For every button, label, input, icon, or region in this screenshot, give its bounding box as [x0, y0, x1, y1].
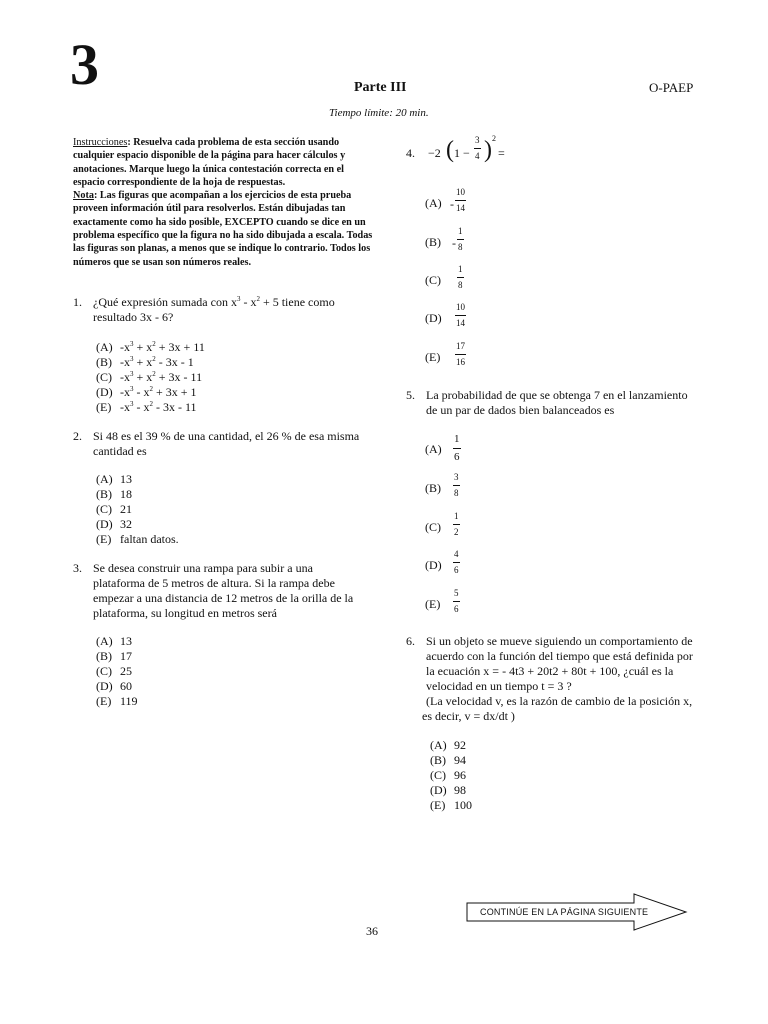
fraction-bar: [455, 200, 466, 201]
option-text: 100: [454, 798, 472, 812]
option-fraction: [453, 511, 460, 538]
answer-option[interactable]: [96, 355, 205, 370]
expression-term: 1 −: [454, 146, 470, 160]
exponent: 2: [152, 370, 156, 378]
answer-option[interactable]: [96, 502, 179, 517]
fraction-numerator: 5: [454, 588, 459, 598]
question-text: Si un objeto se mueve siguiendo un comportamiento de: [426, 634, 693, 648]
instructions-text: : Resuelva cada problema de esta sección usando cualquier espacio disponible de la página para hacer cálculos y anotaciones. Marque luego la única contestación correcta en el espacio correspondiente de la hoja de respuestas.: [73, 137, 346, 188]
right-paren: ): [484, 137, 492, 163]
continue-arrow[interactable]: [466, 893, 688, 931]
option-text: 17: [120, 649, 132, 663]
answer-option[interactable]: [430, 738, 472, 753]
option-label: (B): [425, 235, 441, 249]
part-title: Parte III: [354, 80, 407, 95]
option-label: (A): [425, 442, 442, 456]
answer-option[interactable]: [96, 370, 205, 385]
question-number: 3.: [73, 561, 82, 575]
option-fraction: [453, 433, 461, 464]
answer-option[interactable]: [96, 679, 138, 694]
option-text: + 3x + 11: [155, 340, 205, 354]
option-text: + x: [133, 370, 153, 384]
fraction-bar: [453, 485, 460, 486]
option-fraction: [457, 226, 464, 253]
option-text: + 3x - 11: [155, 370, 203, 384]
question-text: velocidad en un tiempo t = 3 ?: [426, 679, 572, 693]
option-text: -x: [120, 370, 130, 384]
fraction-numerator: 3: [454, 472, 459, 482]
fraction-denominator: 16: [456, 357, 465, 367]
fraction-denominator: 8: [454, 488, 459, 498]
question-text: plataforma de 5 metros de altura. Si la rampa debe: [93, 576, 335, 590]
question-text: cantidad es: [93, 444, 147, 458]
answer-option[interactable]: [96, 472, 179, 487]
exponent: 2: [149, 385, 153, 393]
fraction-numerator: 1: [458, 226, 463, 236]
option-label: (C): [96, 502, 112, 516]
fraction-numerator: 4: [454, 549, 459, 559]
option-label: (C): [430, 768, 446, 782]
option-text: 119: [120, 694, 138, 708]
option-label: (B): [430, 753, 446, 767]
option-text: - x: [133, 400, 150, 414]
fraction-numerator: 10: [456, 187, 465, 197]
option-text: 18: [120, 487, 132, 501]
fraction-denominator: 6: [454, 451, 460, 463]
option-text: 32: [120, 517, 132, 531]
fraction-numerator: 1: [454, 433, 460, 445]
fraction-bar: [457, 239, 464, 240]
option-label: (A): [430, 738, 447, 752]
section-number: 3: [70, 32, 99, 97]
instructions-label: Instrucciones: [73, 137, 128, 148]
option-label: (B): [96, 487, 112, 501]
q6-options: [430, 738, 472, 813]
answer-option[interactable]: [430, 798, 472, 813]
question-5: [406, 388, 726, 420]
option-text: + x: [133, 340, 153, 354]
exponent: 2: [152, 340, 156, 348]
left-paren: (: [446, 137, 454, 163]
option-fraction: [455, 302, 466, 329]
exponent: 3: [130, 400, 134, 408]
option-label: (E): [430, 798, 446, 812]
question-2: [73, 429, 393, 461]
option-text: 96: [454, 768, 466, 782]
fraction-denominator: 6: [454, 565, 459, 575]
fraction-bar: [455, 315, 466, 316]
question-6: [406, 634, 726, 726]
exponent: 2: [256, 295, 260, 303]
expression-fraction: [474, 135, 481, 162]
option-sign: -: [450, 197, 454, 211]
answer-option[interactable]: [430, 783, 472, 798]
fraction-bar: [453, 524, 460, 525]
option-fraction: [453, 472, 460, 499]
option-text: -x: [120, 340, 130, 354]
equals-sign: =: [498, 146, 505, 160]
option-fraction: [453, 588, 460, 615]
option-text: 25: [120, 664, 132, 678]
exponent: 2: [149, 400, 153, 408]
answer-option[interactable]: [96, 649, 138, 664]
option-text: 13: [120, 634, 132, 648]
option-label: (C): [425, 520, 441, 534]
question-text: ¿Qué expresión sumada con x: [93, 295, 237, 309]
option-label: (D): [96, 679, 113, 693]
option-text: - 3x - 1: [155, 355, 194, 369]
option-fraction: [455, 341, 466, 368]
exponent: 2: [152, 355, 156, 363]
option-text: 94: [454, 753, 466, 767]
option-text: + x: [133, 355, 153, 369]
option-label: (C): [96, 370, 112, 384]
answer-option[interactable]: [96, 532, 179, 547]
option-label: (E): [96, 400, 112, 414]
fraction-numerator: 1: [454, 511, 459, 521]
question-text: acuerdo con la función del tiempo que está definida por: [426, 649, 693, 663]
fraction-denominator: 2: [454, 527, 459, 537]
fraction-numerator: 17: [456, 341, 465, 351]
question-4: [406, 134, 526, 170]
question-text: La probabilidad de que se obtenga 7 en el lanzamiento: [426, 388, 688, 402]
answer-option[interactable]: [96, 664, 138, 679]
question-number: 1.: [73, 295, 82, 309]
answer-option[interactable]: [96, 400, 205, 415]
option-text: faltan datos.: [120, 532, 179, 546]
option-label: (D): [425, 558, 442, 572]
option-label: (E): [425, 597, 441, 611]
answer-option[interactable]: [430, 753, 472, 768]
question-text: plataforma, su longitud en metros será: [93, 606, 277, 620]
note-label: Nota: [73, 190, 94, 202]
option-text: - x: [133, 385, 150, 399]
exponent: 3: [130, 340, 134, 348]
fraction-bar: [455, 354, 466, 355]
option-label: (D): [96, 385, 113, 399]
exam-code: O-PAEP: [649, 80, 694, 95]
option-label: (A): [96, 634, 113, 648]
fraction-denominator: 14: [456, 203, 465, 213]
question-text: Se desea construir una rampa para subir a una: [93, 561, 313, 575]
option-text: 21: [120, 502, 132, 516]
answer-option[interactable]: [96, 385, 205, 400]
option-text: 13: [120, 472, 132, 486]
question-text: es decir, v = dx/dt ): [422, 709, 515, 723]
fraction-denominator: 8: [458, 280, 463, 290]
option-text: 60: [120, 679, 132, 693]
exponent: 3: [130, 385, 134, 393]
option-text: 98: [454, 783, 466, 797]
fraction-bar: [453, 448, 461, 449]
exponent: 2: [492, 134, 496, 143]
q1-options: [96, 340, 205, 415]
option-label: (C): [96, 664, 112, 678]
question-1: [73, 295, 383, 327]
question-text: Si 48 es el 39 % de una cantidad, el 26 % de esa misma: [93, 429, 360, 443]
fraction-numerator: 10: [456, 302, 465, 312]
question-text: (La velocidad v, es la razón de cambio de la posición x,: [426, 694, 693, 708]
option-label: (C): [425, 273, 441, 287]
option-label: (D): [430, 783, 447, 797]
option-sign: -: [452, 236, 456, 250]
option-label: (A): [425, 196, 442, 210]
time-limit: Tiempo límite: 20 min.: [329, 107, 429, 119]
option-label: (B): [96, 649, 112, 663]
option-label: (B): [425, 481, 441, 495]
instructions-block: [73, 136, 378, 269]
option-text: - 3x - 11: [153, 400, 197, 414]
question-text: resultado 3x - 6?: [93, 310, 174, 324]
page-number: 36: [366, 924, 378, 938]
option-text: -x: [120, 400, 130, 414]
fraction-denominator: 6: [454, 604, 459, 614]
fraction-bar: [453, 601, 460, 602]
question-text: la ecuación x = - 4t3 + 20t2 + 80t + 100, ¿cuál es la: [426, 664, 674, 678]
question-number: 2.: [73, 429, 82, 443]
question-number: 5.: [406, 388, 415, 402]
option-label: (D): [96, 517, 113, 531]
question-text: - x: [240, 295, 257, 309]
fraction-denominator: 8: [458, 242, 463, 252]
option-label: (A): [96, 472, 113, 486]
question-number: 4.: [406, 146, 415, 160]
option-label: (D): [425, 311, 442, 325]
option-label: (E): [425, 350, 441, 364]
option-text: + 3x + 1: [153, 385, 197, 399]
question-text: de un par de dados bien balanceados es: [426, 403, 615, 417]
answer-option[interactable]: [96, 487, 179, 502]
option-label: (B): [96, 355, 112, 369]
option-fraction: [455, 187, 466, 214]
fraction-bar: [457, 277, 464, 278]
option-label: (E): [96, 532, 112, 546]
expression-coefficient: −2: [428, 146, 441, 160]
question-3: [73, 561, 393, 623]
exponent: 3: [130, 370, 134, 378]
question-text: + 5 tiene como: [259, 295, 335, 309]
fraction-numerator: 3: [475, 135, 480, 145]
answer-option[interactable]: [430, 768, 472, 783]
q2-options: [96, 472, 179, 547]
answer-option[interactable]: [96, 694, 138, 709]
continue-label: CONTINÚE EN LA PÁGINA SIGUIENTE: [480, 907, 649, 917]
option-fraction: [457, 264, 464, 291]
exponent: 3: [130, 355, 134, 363]
q3-options: [96, 634, 138, 709]
fraction-bar: [474, 148, 481, 149]
fraction-numerator: 1: [458, 264, 463, 274]
question-number: 6.: [406, 634, 415, 648]
option-text: -x: [120, 385, 130, 399]
note-text: : Las figuras que acompañan a los ejercicios de esta prueba proveen información útil para resolverlos. Están dibujadas tan exactamente como ha sido posible, EXCEPTO cuando se dice en un problema específico que la figura no ha sido dibujada a escala. Todas las figuras son planas, a menos que se indique lo contrario. Todos los números que se usan son números reales.: [73, 190, 373, 268]
option-fraction: [453, 549, 460, 576]
answer-option[interactable]: [96, 517, 179, 532]
option-text: 92: [454, 738, 466, 752]
fraction-bar: [453, 562, 460, 563]
option-label: (A): [96, 340, 113, 354]
exponent: 3: [236, 295, 241, 303]
answer-option[interactable]: [96, 340, 205, 355]
answer-option[interactable]: [96, 634, 138, 649]
question-text: empezar a una distancia de 12 metros de la orilla de la: [93, 591, 354, 605]
option-label: (E): [96, 694, 112, 708]
option-text: -x: [120, 355, 130, 369]
fraction-denominator: 14: [456, 318, 465, 328]
fraction-denominator: 4: [475, 151, 480, 161]
